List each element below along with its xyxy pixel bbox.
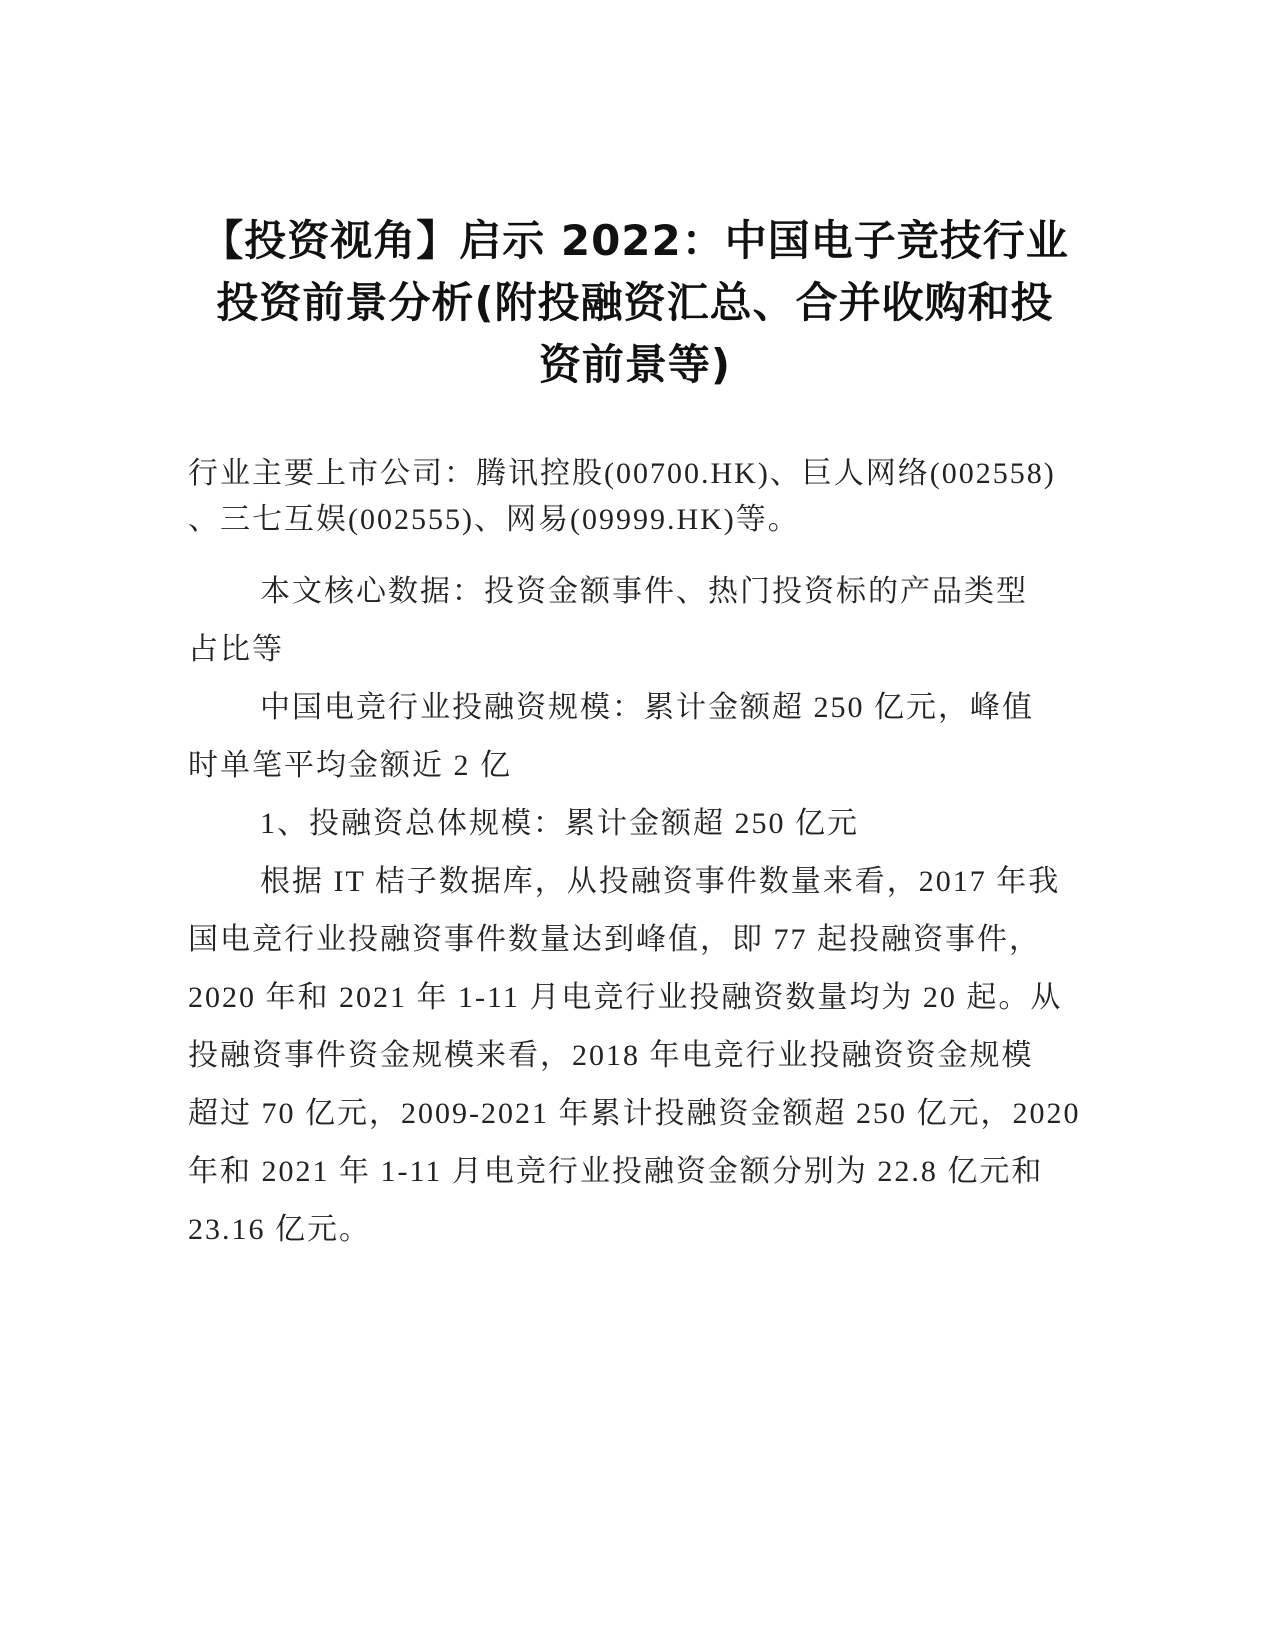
title-line: 资前景等)	[538, 340, 732, 389]
companies-line: 行业主要上市公司：腾讯控股(00700.HK)、巨人网络(002558)	[188, 457, 1056, 490]
companies-line: 、三七互娱(002555)、网易(09999.HK)等。	[188, 503, 800, 536]
scale-heading-line: 中国电竞行业投融资规模：累计金额超 250 亿元，峰值	[260, 691, 1034, 724]
section-1-heading: 1、投融资总体规模：累计金额超 250 亿元	[260, 807, 859, 840]
scale-heading-line: 时单笔平均金额近 2 亿	[188, 749, 512, 782]
paragraph-line: 国电竞行业投融资事件数量达到峰值，即 77 起投融资事件，	[188, 923, 1041, 956]
paragraph-line: 年和 2021 年 1-11 月电竞行业投融资金额分别为 22.8 亿元和	[188, 1155, 1044, 1188]
title-line: 【投资视角】启示 2022：中国电子竞技行业	[201, 216, 1069, 265]
paragraph-line: 23.16 亿元。	[188, 1213, 371, 1246]
core-data-line: 本文核心数据：投资金额事件、热门投资标的产品类型	[260, 575, 1028, 608]
paragraph-line: 超过 70 亿元，2009-2021 年累计投融资金额超 250 亿元，2020	[188, 1097, 1081, 1130]
paragraph-line: 根据 IT 桔子数据库，从投融资事件数量来看，2017 年我	[260, 865, 1061, 898]
paragraph-line: 投融资事件资金规模来看，2018 年电竞行业投融资资金规模	[188, 1039, 1034, 1072]
document-title	[180, 210, 1090, 396]
core-data-line: 占比等	[188, 633, 284, 666]
title-line: 投资前景分析(附投融资汇总、合并收购和投	[216, 278, 1054, 327]
paragraph-line: 2020 年和 2021 年 1-11 月电竞行业投融资数量均为 20 起。从	[188, 981, 1063, 1014]
